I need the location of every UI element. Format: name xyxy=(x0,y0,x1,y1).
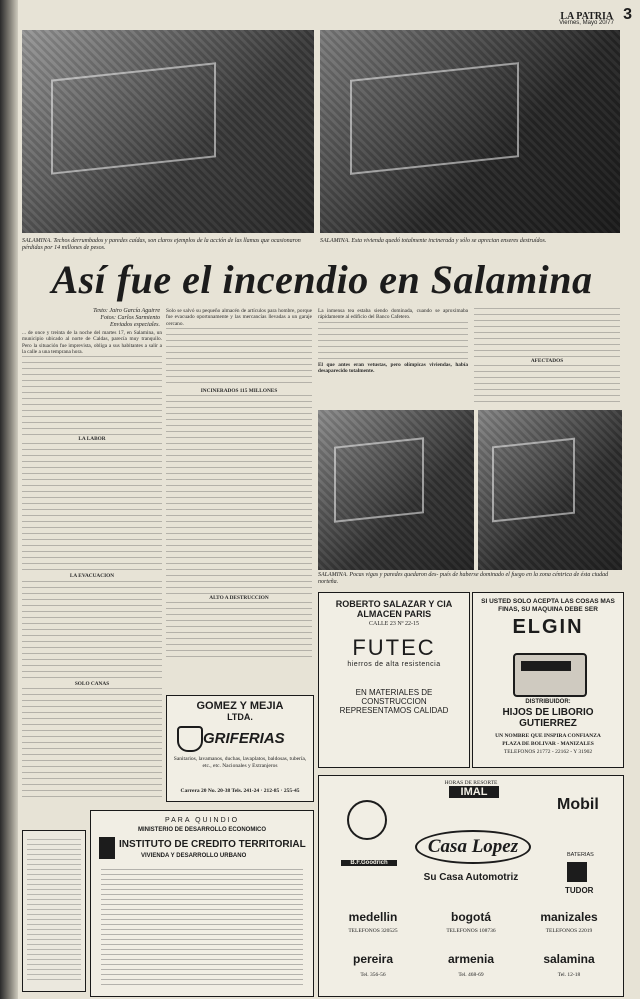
salazar-address: CALLE 23 Nº 22-15 xyxy=(368,621,420,627)
col4-filler-2 xyxy=(474,365,620,405)
ad-gomez-mejia xyxy=(166,695,314,802)
ad-salazar xyxy=(318,592,470,768)
elgin-slogan: UN NOMBRE QUE INSPIRA CONFIANZA xyxy=(495,733,601,739)
col2-filler-3 xyxy=(166,602,312,662)
instituto-name: INSTITUTO DE CREDITO TERRITORIAL xyxy=(119,839,306,850)
col4-subhead-afectados: AFECTADOS xyxy=(530,358,564,364)
sewing-machine-icon xyxy=(513,653,587,697)
headline: Así fue el incendio en Salamina xyxy=(51,257,593,302)
gomez-mejia-address: Carrera 20 No. 20-38 Tels. 241-24 · 212-85 · 255-45 xyxy=(180,788,300,794)
photo-left xyxy=(22,30,314,233)
masthead xyxy=(559,6,632,26)
city-salamina: salamina xyxy=(543,952,595,966)
salazar-line2: CONSTRUCCION xyxy=(361,697,427,706)
instituto-logo-icon xyxy=(99,837,115,859)
instituto-fine-print xyxy=(101,869,303,987)
goodrich-logo: B.F.Goodrich xyxy=(341,860,397,866)
col4-filler xyxy=(474,308,620,358)
tudor-logo: TUDOR xyxy=(565,886,594,895)
phone-pereira: Tel. 356-56 xyxy=(360,972,386,978)
col1-filler-2 xyxy=(22,443,162,573)
col2-filler xyxy=(166,328,312,388)
salazar-line1: EN MATERIALES DE xyxy=(355,688,433,697)
col3-para-1: La inmensa tea estaba siendo dominada, cuando se aproximaba rápidamente al edificio del Banco Cafetero. xyxy=(318,308,468,321)
gomez-mejia-text: Sanitarios, lavamanos, duchas, lavaplatos, baldosas, tubería, etc., etc. Nacionales y Extranjeros xyxy=(173,756,307,769)
col1-subhead-evacuacion: LA EVACUACION xyxy=(69,573,115,580)
ad-elgin xyxy=(472,592,624,768)
page-edge xyxy=(0,0,18,999)
mobil-logo: Mobil xyxy=(557,796,599,813)
col1-subhead-labor: LA LABOR xyxy=(78,436,106,443)
photo-middle-right xyxy=(478,410,622,570)
paper-name: LA PATRIA xyxy=(560,11,614,22)
byline-photos: Fotos: Carlos Sarmiento xyxy=(100,315,160,321)
instituto-sub: VIVIENDA Y DESARROLLO URBANO xyxy=(141,853,247,859)
elgin-phones: TELEFONOS 21772 - 22162 - Y 31902 xyxy=(503,749,593,755)
col2-para-1: Solo se salvó su pequeño almacén de artículos para hombre, porque fue evacuado oportunamente y las mercancías llevadas a un garaje cercano. xyxy=(166,308,312,327)
elgin-place: PLAZA DE BOLIVAR - MANIZALES xyxy=(502,741,594,747)
salazar-store: ALMACEN PARIS xyxy=(356,609,432,619)
page-number: 3 xyxy=(623,6,632,24)
col1-subhead-solo-canas: SOLO CANAS xyxy=(74,680,110,687)
instituto-top: PARA QUINDIO xyxy=(164,817,240,824)
byline-enviados: Enviados especiales. xyxy=(110,322,160,328)
article-column-3 xyxy=(318,308,468,408)
col1-para-1: ... de once y treinta de la noche del martes 17, en Salamina, un municipio ubicado al norte de Caldas, parecía muy tranquilo. Pero la situación fue imprevista, obliga a sus habitantes a salir a la calle a una temprana hora. xyxy=(22,330,162,355)
col3-para-2: El que antes eran vetustas, pero olímpicas viviendas, había desaparecido totalmente. xyxy=(318,361,468,374)
remnant-fine-print xyxy=(27,839,81,983)
ad-instituto xyxy=(90,810,314,997)
phone-manizales: TELEFONOS 22019 xyxy=(545,928,593,934)
salazar-line3: REPRESENTAMOS CALIDAD xyxy=(339,706,449,715)
imal-logo: IMAL xyxy=(449,786,499,798)
gomez-mejia-name: GOMEZ Y MEJIA xyxy=(196,700,284,712)
salazar-tagline: hierros de alta resistencia xyxy=(347,661,441,668)
brake-logo-icon xyxy=(347,800,387,840)
city-manizales: manizales xyxy=(540,910,598,924)
gomez-mejia-type: LTDA. xyxy=(227,712,253,722)
col2-subhead-incinerados: INCINERADOS 115 MILLONES xyxy=(200,387,278,394)
city-armenia: armenia xyxy=(447,952,495,966)
col2-subhead-alto: ALTO A DESTRUCCION xyxy=(209,595,269,602)
phone-armenia: Tel. 468-69 xyxy=(458,972,484,978)
elgin-distributor: HIJOS DE LIBORIO GUTIERREZ xyxy=(502,707,594,729)
article-column-4 xyxy=(474,308,620,408)
elgin-distributor-label: DISTRIBUIDOR: xyxy=(525,699,571,705)
phone-salamina: Tel. 12-18 xyxy=(557,972,581,978)
city-bogota: bogotá xyxy=(451,910,491,924)
col1-filler-4 xyxy=(22,688,162,800)
col1-filler xyxy=(22,356,162,436)
casa-lopez-brand: Casa Lopez xyxy=(415,830,531,864)
caption-right: SALAMINA. Esta vivienda quedó totalmente incinerada y sólo se aprecian enseres destruídos. xyxy=(320,238,547,244)
ad-casa-lopez xyxy=(318,775,624,997)
salazar-name: ROBERTO SALAZAR Y CIA xyxy=(335,599,453,609)
byline xyxy=(60,308,160,329)
casa-lopez-hours: HORAS DE RESORTE xyxy=(444,780,498,786)
gomez-mejia-faucet-icon xyxy=(177,726,203,752)
tudor-icon xyxy=(567,862,587,882)
elgin-brand: ELGIN xyxy=(512,616,584,638)
col2-filler-2 xyxy=(166,395,312,595)
ad-left-remnant xyxy=(22,830,86,992)
phone-medellin: TELEFONOS 320525 xyxy=(348,928,398,934)
tudor-baterias: BATERIAS xyxy=(567,852,594,858)
casa-lopez-tagline: Su Casa Automotriz xyxy=(423,872,519,883)
article-column-1 xyxy=(22,330,162,800)
city-pereira: pereira xyxy=(352,952,394,966)
phone-bogota: TELEFONOS 108736 xyxy=(446,928,496,934)
photo-right xyxy=(320,30,620,233)
elgin-top: SI USTED SOLO ACEPTA LAS COSAS MAS FINAS, SU MAQUINA DEBE SER xyxy=(481,598,615,613)
caption-bottom: SALAMINA. Pocas vigas y paredes quedaron des- pués de haberse dominado el fuego en la zona céntrica de ésta ciudad norteña. xyxy=(318,572,609,585)
city-medellin: medellin xyxy=(348,910,398,924)
article-column-2 xyxy=(166,308,312,693)
caption-left: SALAMINA. Techos derrumbados y paredes caídas, son claros ejemplos de la acción de las llamas que ocasionaron pérdidas por 14 millones de pesos. xyxy=(22,238,301,251)
photo-middle-left xyxy=(318,410,474,570)
col1-filler-3 xyxy=(22,581,162,681)
instituto-ministry: MINISTERIO DE DESARROLLO ECONOMICO xyxy=(137,827,266,833)
gomez-mejia-product: GRIFERIAS xyxy=(203,730,285,747)
salazar-brand: FUTEC xyxy=(352,635,436,660)
issue-date: Viernes, Mayo 20/77 xyxy=(559,20,614,27)
byline-text: Texto: Jairo García Aguirre xyxy=(93,308,160,314)
col3-filler xyxy=(318,322,468,362)
